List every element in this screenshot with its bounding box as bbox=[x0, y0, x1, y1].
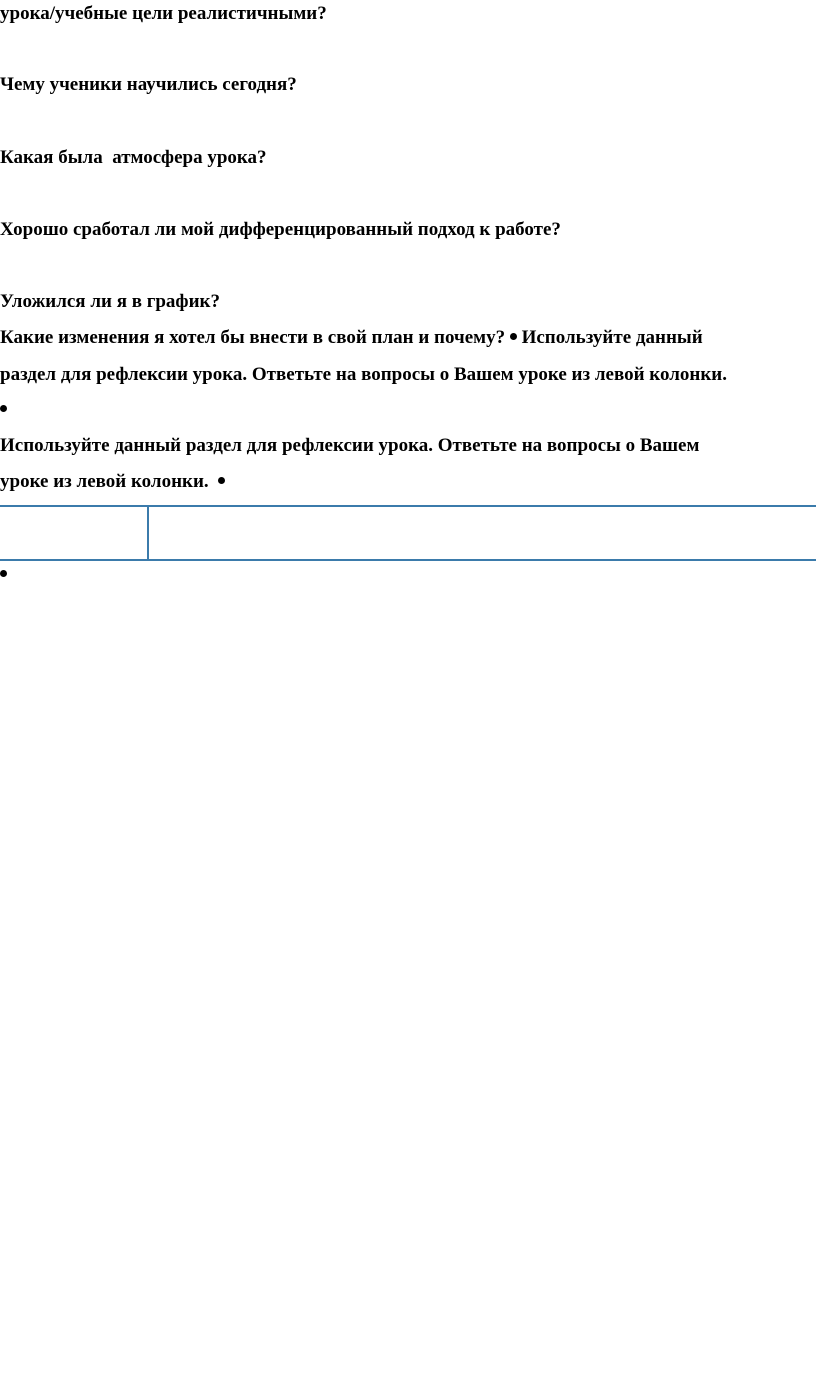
question-schedule: Уложился ли я в график? bbox=[0, 291, 220, 312]
instruction-text: раздел для рефлексии урока. Ответьте на вопросы о Вашем уроке из левой колонки. bbox=[0, 364, 727, 385]
instruction-repeat-line1: Используйте данный раздел для рефлексии урока. Ответьте на вопросы о Вашем bbox=[0, 435, 700, 456]
question-learned: Чему ученики научились сегодня? bbox=[0, 74, 297, 95]
bullet-line bbox=[0, 398, 7, 422]
question-atmosphere: Какая была атмосфера урока? bbox=[0, 147, 267, 168]
bullet-line-bottom bbox=[0, 563, 7, 587]
question-changes: Какие изменения я хотел бы внести в свой план и почему? Используйте данный bbox=[0, 327, 703, 348]
bullet-icon bbox=[0, 570, 7, 577]
bullet-icon bbox=[218, 477, 225, 484]
instruction-repeat-line2: уроке из левой колонки. bbox=[0, 470, 225, 494]
question-differentiation: Хорошо сработал ли мой дифференцированный подход к работе? bbox=[0, 219, 561, 240]
bullet-icon bbox=[0, 405, 7, 412]
reflection-table bbox=[0, 505, 816, 561]
table-right-cell bbox=[149, 507, 816, 559]
question-goals: урока/учебные цели реалистичными? bbox=[0, 3, 327, 24]
bullet-icon bbox=[510, 333, 517, 340]
table-left-cell bbox=[0, 507, 147, 559]
